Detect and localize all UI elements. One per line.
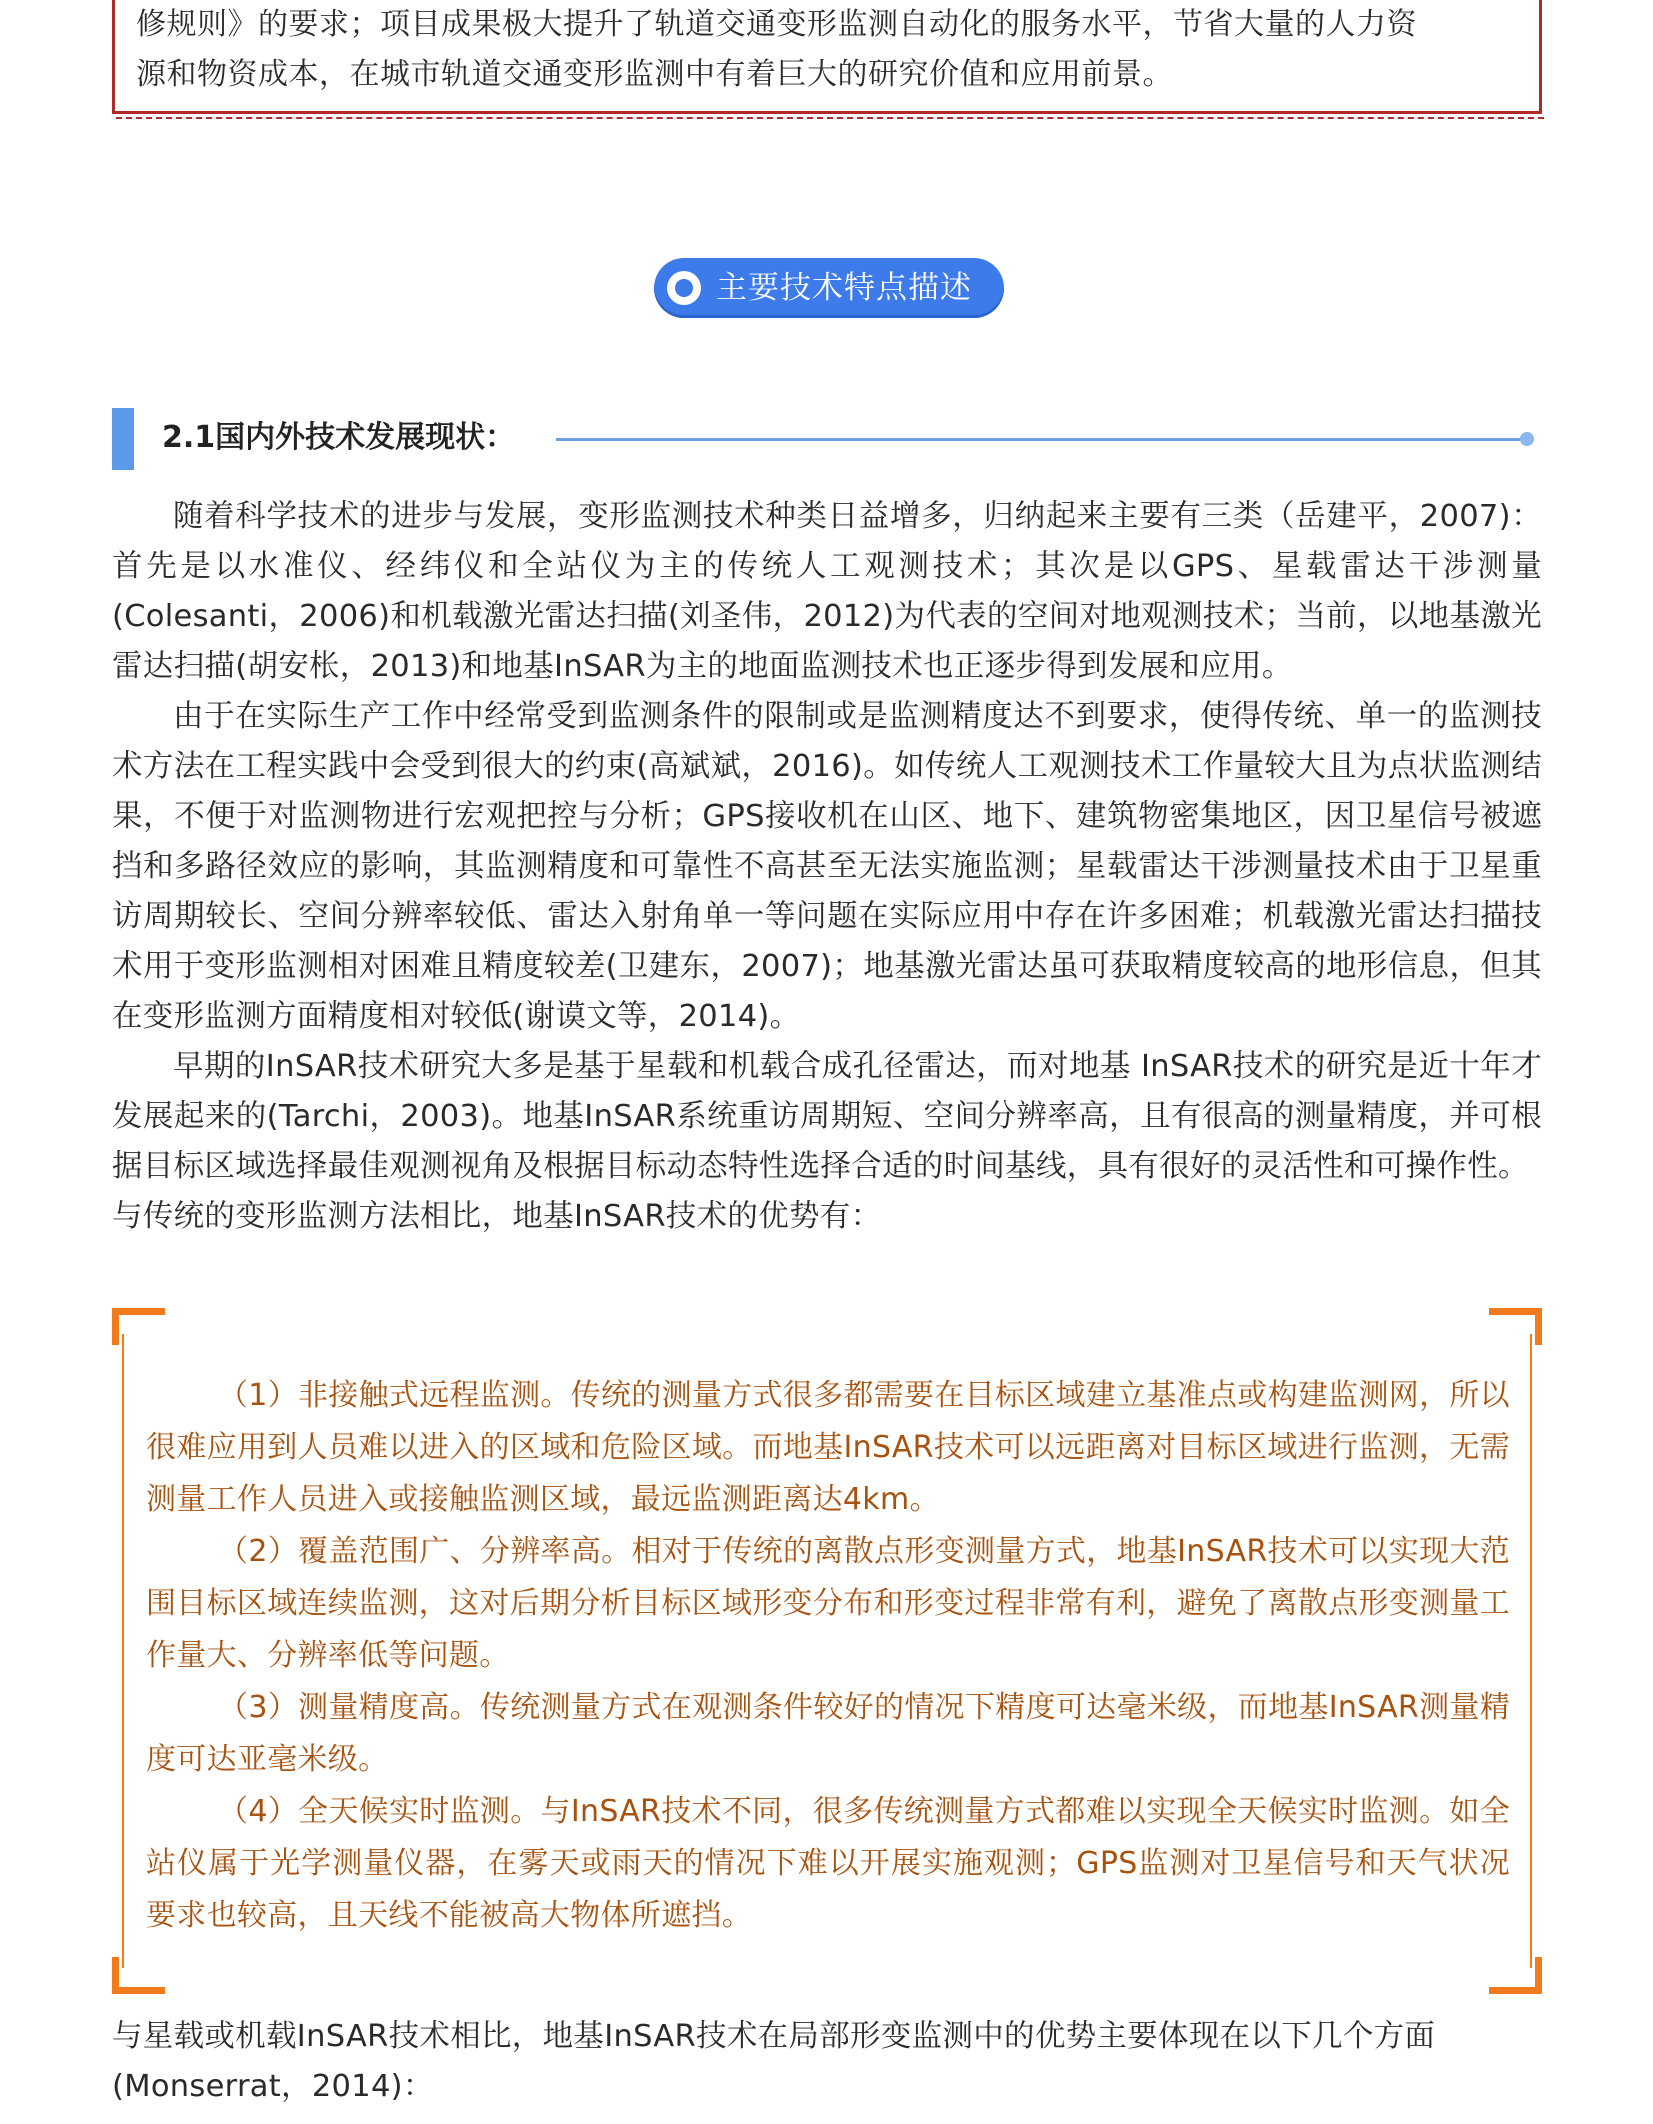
- advantages-list: [146, 1370, 1510, 1942]
- subsection-accent-bar: [112, 408, 134, 470]
- paragraph-3: 早期的InSAR技术研究大多是基于星载和机载合成孔径雷达，而对地基 InSAR技术的研究是近十年才发展起来的(Tarchi，2003)。地基InSAR系统重访周期短、空间分辨率高，且有很高的测量精度，并可根据目标区域选择最佳观测视角及根据目标动态特性选择合适的时间基线，具有很好的灵活性和可操作性。: [112, 1049, 1542, 1184]
- subsection-rule: [556, 438, 1526, 441]
- advantage-item: （2）覆盖范围广、分辨率高。相对于传统的离散点形变测量方式，地基InSAR技术可以实现大范围目标区域连续监测，这对后期分析目标区域形变分布和形变过程非常有利，避免了离散点形变测量工作量大、分辨率低等问题。: [146, 1534, 1510, 1673]
- bracket-corner-top-right: [1489, 1308, 1542, 1345]
- advantages-box: [112, 1308, 1542, 1994]
- target-circle-icon: [667, 271, 701, 305]
- lead-in-text: 与传统的变形监测方法相比，地基InSAR技术的优势有：: [112, 1199, 882, 1234]
- advantage-item: （1）非接触式远程监测。传统的测量方式很多都需要在目标区域建立基准点或构建监测网，所以很难应用到人员难以进入的区域和危险区域。而地基InSAR技术可以远距离对目标区域进行监测，无需测量工作人员进入或接触监测区域，最远监测距离达4km。: [146, 1378, 1510, 1517]
- bracket-corner-bottom-left: [112, 1957, 165, 1994]
- closing-paragraph: 与星载或机载InSAR技术相比，地基InSAR技术在局部形变监测中的优势主要体现在以下几个方面(Monserrat，2014)：: [112, 2019, 1436, 2104]
- bracket-line-right: [1530, 1334, 1532, 1968]
- paragraph-1: 随着科学技术的进步与发展，变形监测技术种类日益增多，归纳起来主要有三类（岳建平，2007)：首先是以水准仪、经纬仪和全站仪为主的传统人工观测技术；其次是以GPS、星载雷达干涉测量(Colesanti，2006)和机载激光雷达扫描(刘圣伟，2012)为代表的空间对地观测技术；当前，以地基激光雷达扫描(胡安枨，2013)和地基InSAR为主的地面监测技术也正逐步得到发展和应用。: [112, 499, 1542, 684]
- body-text: [112, 492, 1542, 1242]
- bracket-line-left: [122, 1334, 124, 1968]
- section-title: 主要技术特点描述: [716, 270, 972, 306]
- bracket-corner-top-left: [112, 1308, 165, 1345]
- bracket-corner-bottom-right: [1489, 1957, 1542, 1994]
- advantage-item: （4）全天候实时监测。与InSAR技术不同，很多传统测量方式都难以实现全天候实时监测。如全站仪属于光学测量仪器，在雾天或雨天的情况下难以开展实施观测；GPS监测对卫星信号和天气状况要求也较高，且天线不能被高大物体所遮挡。: [146, 1794, 1510, 1933]
- closing-text: [112, 2012, 1542, 2112]
- subsection-rule-dot: [1520, 432, 1534, 446]
- section-heading-pill: [654, 258, 1004, 318]
- top-frame-line-1: 修规则》的要求；项目成果极大提升了轨道交通变形监测自动化的服务水平，节省大量的人力资: [136, 7, 1417, 42]
- paragraph-2: 由于在实际生产工作中经常受到监测条件的限制或是监测精度达不到要求，使得传统、单一的监测技术方法在工程实践中会受到很大的约束(高斌斌，2016)。如传统人工观测技术工作量较大且为点状监测结果，不便于对监测物进行宏观把控与分析；GPS接收机在山区、地下、建筑物密集地区，因卫星信号被遮挡和多路径效应的影响，其监测精度和可靠性不高甚至无法实施监测；星载雷达干涉测量技术由于卫星重访周期较长、空间分辨率较低、雷达入射角单一等问题在实际应用中存在许多困难；机载激光雷达扫描技术用于变形监测相对困难且精度较差(卫建东，2007)；地基激光雷达虽可获取精度较高的地形信息，但其在变形监测方面精度相对较低(谢谟文等，2014)。: [112, 699, 1542, 1034]
- subsection-title: 2.1国内外技术发展现状：: [162, 420, 516, 455]
- top-frame-text: [136, 0, 1528, 100]
- top-frame-line-2: 源和物资成本，在城市轨道交通变形监测中有着巨大的研究价值和应用前景。: [136, 57, 1173, 92]
- advantage-item: （3）测量精度高。传统测量方式在观测条件较好的情况下精度可达毫米级，而地基InSAR测量精度可达亚毫米级。: [146, 1690, 1510, 1777]
